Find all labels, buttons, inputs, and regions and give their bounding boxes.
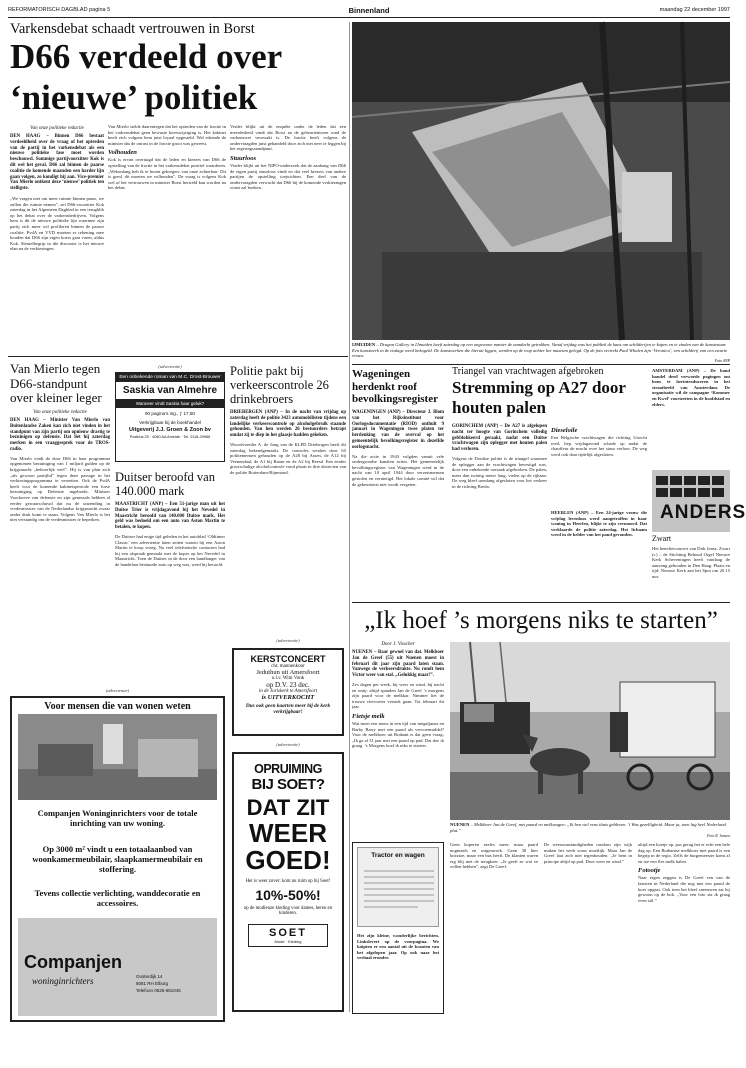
duitser-intro: MAASTRICHT (ANP) – Een 51-jarige man uit het Duitse Trier is vrijdagavond bij het Nevedel in Maastricht beroofd van 140.000 Duitse mark. Het geld was bedoeld om een auto van Aston Martin te betalen, te kopen. xyxy=(115,502,225,531)
saskia-ad-price: 90 pagina’s ing., ƒ 17,50 xyxy=(145,411,195,416)
living-room-graphic xyxy=(18,714,217,800)
companjen-tag: woninginrichters xyxy=(32,976,94,986)
a27-headline: Stremming op A27 door houten palen xyxy=(452,378,626,417)
lead-subhead-stuurloos: Stuurloos xyxy=(230,154,257,162)
tractor-clipping xyxy=(357,847,439,927)
companjen-addr2: 8081 RH Elburg xyxy=(136,981,169,986)
meubel-ad xyxy=(10,696,225,1022)
vanmierlo-article xyxy=(10,408,110,688)
kerst-ad-line1: chr. mannenkoor xyxy=(271,664,305,669)
keyboard-photo-text: ANDERS xyxy=(660,502,746,523)
soet-logo-text: SOET xyxy=(269,927,307,939)
meubel-ad-label: (advertentie) xyxy=(105,688,130,693)
meubel-ad-photo xyxy=(18,714,217,800)
saskia-ad-line1: Een onbekende roman van M.C. Drost-Brouwer xyxy=(116,373,224,382)
meubel-ad-text2: Op 3000 m² vindt u een totaalaanbod van woonkamermeubilair, slaapkamermeubilair en stoffering. xyxy=(32,844,203,874)
soet-logo-sub: Mode · Kleding xyxy=(274,939,302,944)
opruiming-ad-line1: OPRUIMING xyxy=(254,762,322,776)
politie-body: Woordvoerder A. de Jong van de KLPD Driebergen heeft dit zaterdag bekendgemaakt. De controles werden door 65 politiemensen gehouden op de A28 bij Assen, de A12 bij Veenendaal, de A1 bij Baarn en de A2 bij Beesd. Een eerder grootschalige alcoholcontrole vond plaats in drie districten van de politie Rotterdam-Rijnmond. xyxy=(230,441,346,475)
tractor-ad xyxy=(352,842,444,1014)
a27-intro: GORINCHEM (ANP) – De A27 is afgelopen nacht ter hoogte van Gorinchem volledig gebblokkeerd geraakt, nadat een Duitse vrachtwagen zijn oplegger met houten palen had verloren. xyxy=(452,424,547,453)
a27-subhead: Dieseloile xyxy=(551,427,578,434)
companjen-addr1: Oosterdijk 14 xyxy=(136,974,163,979)
kerst-ad-line2: Jeduthun uit Amersfoort xyxy=(256,669,320,676)
col-rule-1 xyxy=(349,22,350,1012)
hoef-intro: NUENEN – Baar gewoel van dat. Melkboer Jan de Greef (55) uit Nuenen moest in februari dit jaar zijn paard laten staan. Vanwege de verkeersdrukte. Nu rondt hem Victor weer van stal. „Gelukkig maar!”. xyxy=(352,650,444,679)
saskia-ad-title: Saskia van Almehre xyxy=(122,385,218,396)
soet-logo xyxy=(248,924,328,947)
wageningen-intro: WAGENINGEN (ANP) – Directeur J. Blom van het Rijksinstituut voor Oorlogsdocumentatie (RIOD) onthult 9 januari in Wageningen twee platen ter herdenking van de overval op het gemeentelijk bevolkingsregister in dezelfde oorlogsnacht. xyxy=(352,410,444,450)
clipping-lines-graphic xyxy=(358,859,440,919)
hoef-headline: „Ik hoef ’s morgens niks te starten” xyxy=(364,607,718,634)
wageningen-headline: Wageningen herdenkt roof bevolkingsregister xyxy=(352,368,438,405)
duitser-headline: Duitser beroofd van 140.000 mark xyxy=(115,470,215,498)
lead-headline-1: D66 verdeeld over xyxy=(10,37,283,76)
hoef-body2: Wat moet een mens in een tijd van megaljunas en Barby Barry met een paard als vervoermiddel? Voor de melkboer uit Brabant is dat geen vraag: „Ik ga al 31 jaar met een paard op pad. Dat doe ik graag. ’s Morgens hoef ik niks te starten. xyxy=(352,720,444,749)
saskia-ad-address: Postbus 25 · 4080 AA Ameide · Tel. 0118-29966 xyxy=(129,435,211,439)
main-photo-caption xyxy=(352,342,730,358)
keyboard-photo xyxy=(652,470,746,532)
kerst-ad-line7: Dus ook geen kaarten meer bij de kerk verkrijgbaar! xyxy=(245,703,331,715)
lead-text-2: Van Mierlo stelde daarentegen dat het optreden van de fractie in het varkensdebat geen bewuste koerswijziging is. Het kabinet heeft zich volgens hem juist loyaal opgesteld. Wel erkende de minister dat de onrust in de fractie groot was geweest. xyxy=(108,124,226,146)
saskia-ad-line3: Verkrijgbaar bij de boekhandel xyxy=(139,420,201,425)
main-photo-caption-text: – Dragon Gallery in IJmuiden heeft zaterdag op een ongewone manier de aandacht getrokken. Vanaf vrijdag was het publiek de kans om schilderijen te kopen en te vinden van de kunstenaar. Een kunstwerk in de etalage werd bekogeld. De kunstwerken die hieruit liggen, werden op de trap achter het museum gelegd. Op de foto vertrekt Paul Whalen zijn ‘Veronica’, een schilderij van een zwarte vrouw. xyxy=(352,342,728,358)
horse-photo-caption xyxy=(450,822,730,834)
saskia-ad-publisher: Uitgeverij J.J. Groen & Zoon bv xyxy=(129,427,211,433)
a27-overline: Triangel van vrachtwagen afgebroken xyxy=(452,366,604,377)
wageningen-article xyxy=(352,410,444,590)
vanmierlo-byline: Van onze politieke redactie xyxy=(33,410,87,415)
main-photo-caption-place: IJMUIDEN xyxy=(352,342,376,347)
opruiming-ad-label: (advertentie) xyxy=(276,742,300,747)
photo-bottom-rule xyxy=(352,364,730,365)
main-photo xyxy=(352,22,730,340)
opruiming-ad-line4: WEER xyxy=(249,818,327,848)
horse-photo-caption-text: – Melkboer Jan de Greef, met paard en melkwagen: „Ik ben wel eens thuis gebleven. ’t Was gezelligheid. Maar ja, toen lag heel Nederland plat.” xyxy=(450,822,726,833)
hoef-subhead: Fietsje melk xyxy=(352,712,385,720)
hoef-byline: Door J. Visscher xyxy=(381,642,415,647)
horse-photo-caption-place: NUENEN xyxy=(450,822,470,827)
kerst-ad-line6: is UITVERKOCHT xyxy=(261,694,315,701)
hoef-col-1 xyxy=(352,640,444,840)
opruiming-ad xyxy=(232,752,344,1012)
vanmierlo-intro: DEN HAAG – Minister Van Mierlo van Buitenlandse Zaken kan zich niet vinden in het standpunt van zijn partij om opnieuw drastig te bezuinigen op defensie. Dat liet hij zaterdag merken in een vraaggesprek voor de TROS-radio. xyxy=(10,418,110,452)
kerst-ad-title: KERSTCONCERT xyxy=(250,654,326,664)
companjen-brand: Companjen xyxy=(24,952,123,972)
kerst-ad-line4: op D.V. 23 dec. xyxy=(266,681,310,689)
lead-text-2b: Kok is ervan overtuigd dat de leden en kiezers van D66 de opstelling van de fractie in het varkensdebat positief waarderen. „Wekenlang heb ik te horen gekregen: van onze achterban: Dit is goed, dit moeten we volhouden”. De vraag is volgens Kok wel of het vertrouwen in minister Borst hersteld kan worden na het debat. xyxy=(108,157,226,191)
keyboard-caption: Zwart xyxy=(652,534,672,543)
saskia-ad xyxy=(115,372,225,462)
kerst-ad-line5: in de Joriskerk te Amersfoort xyxy=(258,689,318,694)
heerlen-brief: HEERLEN (ANP) – Een 24-jarige vrouw die vrijdag levenloos werd aangetroffen in haar woning in Heerlen, blijkt te zijn vermoord. Dat verklaarde de politie zaterdag. Het lichaam werd in de kelder van het pand gevonden. xyxy=(551,510,647,538)
meubel-ad-top: Voor mensen die van wonen weten xyxy=(44,701,191,712)
lead-col-1 xyxy=(10,124,104,352)
milkman-horse-graphic xyxy=(450,642,730,820)
hoef-col-5 xyxy=(638,842,730,1014)
lead-text-3b: Verder blijkt uit het NIPO-onderzoek dat de aanhang van D66 de eigen partij stuurloos vindt en dat veel kiezers van andere partijen de opstelling toejuichten. Een deel van de ondervraagden verwacht dat D66 bij de komende verkiezingen winst zal boeken. xyxy=(230,162,346,191)
saskia-ad-line2: Wanneer vindt Saskia haar geluk? xyxy=(116,399,224,408)
saskia-ad-label: (advertentie) xyxy=(158,364,182,369)
hoef-body: Zes dagen per week, bij weer en wind, bij nacht en ontij: altijd spanden Jan de Greef ’s morgens zijn paard voor de melkkar. Nimmer liet de trouwe viervoeter verstek gaan. Tot februari dit jaar. xyxy=(352,681,444,710)
wageningen-body: Na die actie in 1943 volgden vanuit vele ondergrondse kanalen acties. Het gemeentelijk bevolkingsregister van Wageningen werd in de nacht van 10 april 1944 door verzetsmensen gestolen en vernietigd. Het lokale comité wil dat de gebeurtenis niet wordt vergeten. xyxy=(352,453,444,487)
kerst-ad-label: (advertentie) xyxy=(276,638,300,643)
tractor-ad-text: Het zijn kleine, wonderlijke berichten. Linkslevert op de voorpagina. We knipten er een aantal uit de kranten van het afgelopen jaar. Op ook naar het verhaal eronder. xyxy=(357,933,439,961)
opruiming-ad-small1: Het is weer zover: kom nu ruim op bij Soet! xyxy=(245,879,331,884)
vanmierlo-headline: Van Mierlo tegen D66-standpunt over kleiner leger xyxy=(10,361,102,405)
hoef-col-4: De weersomstandigheden rondom zijn wijk maken het werk soms moeilijk. Maar Jan de Greef laat zich niet tegenhouden. „Je bent in principe altijd op pad. Door weer en wind.” xyxy=(544,842,632,864)
hoef-col-3: Geen koperen ezeles meer, maar paard nogmaals en wagenwerk. Geen 30 liter bozztoe, maar een bus heeft. De klanten waren erg blij met de terugkeer. „Je geeft ze wat ze willen hebben”, zegt De Greef. xyxy=(450,842,538,870)
gallery-photo-graphic xyxy=(352,22,730,340)
lead-col-2 xyxy=(108,124,226,352)
keyboard-caption-text: Het benefietconcert van Dirk Jansz. Zwart (r.) – de Stichting Behoud Orgel Nieuwe Kerk Scheveningen heeft vandaag de aanvang gehouden in Den Haag. Plaats en tijd: Nieuwe Kerk aan het Spui om 20.15 uur. xyxy=(652,546,730,579)
paper-name: REFORMATORISCH DAGBLAD pagina 5 xyxy=(8,7,111,13)
companjen-logo-area xyxy=(18,918,217,1016)
hoef-subhead2: Fotootje xyxy=(638,867,661,875)
lead-text-1: „We vragen niet om meer ruimte binnen paars, we zullen die ruimte nemen”, zei D66-voorzitter Kok zaterdag in het Algemeen Dagblad in een terugblik op het debat over de varkensbedrijven. Volgens hem is dit de nieuwe politieke lijn waarmee zijn partij zich meer wil profileren binnen de paarse coalitie. PvdA en VVD moeten er rekening mee houden dat D66 zijn eigen koers gaat varen, aldus Kok. Sleutelbegrip in die discussie is het nieuwe elan na de verkiezingen. xyxy=(10,195,104,252)
meubel-ad-text1: Companjen Woninginrichters voor de totale inrichting van uw woning. xyxy=(37,808,198,828)
opruiming-ad-small2: op de modieuze kleding voor dames, heren en kinderen. xyxy=(243,906,333,916)
duitser-article xyxy=(115,502,225,682)
amsterdam-brief: AMSTERDAM (ANP) – De bond handel deed verwoede pogingen om bons te herintroduceren in het straatbeeld van Amsterdam. De organisatie wil de campagne ‘Kommer en Kwel’ voortzetten in de hoofdstad en elders. xyxy=(652,368,730,407)
opruiming-ad-line3: DAT ZIT xyxy=(246,795,330,820)
section-name: Binnenland xyxy=(348,6,390,15)
main-photo-credit: Foto ANP xyxy=(714,359,730,363)
opruiming-ad-line2: BIJ SOET? xyxy=(251,776,325,793)
header-rule xyxy=(8,17,730,18)
lead-overline: Varkensdebat schaadt vertrouwen in Borst xyxy=(10,21,255,37)
page-date: maandag 22 december 1997 xyxy=(659,7,730,13)
vanmierlo-body: Van Mierlo vindt de door D66 in haar programma opgenomen bezuiniging van 1 miljard gulden op de krijgsmacht „behoorlijk veel”. Hij is van plan zich „als gewoon partijlid” tegen deze passage in het verkiezingsprogramma te verzetten. Ook de PvdA heeft voor de komende kabinetsperiode een forse bezuiniging op Defensie ingeboekt. Minister Voorhoeve van defensie en zijn generaals hebben al eerder gewaarschuwd dat nu de uitzending in vredesmissies van de Nederlandse krijgsmacht zwaar onder druk komt te staan. Volgens Van Mierlo is het niet verstandig om de vredesmissies te beperken. xyxy=(10,455,110,523)
tractor-clipping-title: Tractor en wagen xyxy=(371,852,425,859)
lead-headline-2: ‘nieuwe’ politiek xyxy=(10,78,258,117)
horse-photo xyxy=(450,642,730,820)
politie-intro: DRIEBERGEN (ANP) – In de nacht van vrijdag op zaterdag heeft de politie 3423 automobilisten tijdens een landelijke verkeerscontrole op alcoholgebruik staande gehouden. Van hen werden 26 bestuurders betrapt omdat zij te diep in het glaasje hadden gekeken. xyxy=(230,410,346,439)
lead-subhead-volhouden: Volhouden xyxy=(108,149,137,157)
page-header xyxy=(8,6,730,16)
opruiming-ad-line5: GOED! xyxy=(245,845,331,875)
hoef-col-5b-text: Naar eigen zeggen is De Greef een van de laatsten in Nederland die nog met een paard de boer opgaat. Ook toen het bleef sneeuwen zat hij gewoon op de bok. „Voor een foto sta ik graag even stil.” xyxy=(638,875,730,903)
horse-photo-credit: Foto R. Jansen xyxy=(707,834,730,838)
duitser-body: De Duitser had enige tijd geleden in het autoblad ‘Oldtimer Classic’ een advertentie laten zetten waarin hij een Aston Martin te koop vroeg. Na veel telefonische contacten had hij een afspraak gemaakt met de koper op het Nevedel in Maastricht. Toen de Duitser in de door een handlanger van de handelaar bestuurde auto op weg was, werd hij beroofd. xyxy=(115,533,225,567)
a27-body2: Een Belgische vrachtwagen die richting Utrecht reed, liep vrijdagavond schade op nadat de chauffeur de macht over het stuur verloor. De weg werd ook daar tijdelijk afgesloten. xyxy=(551,435,647,457)
lead-col-3 xyxy=(230,124,346,352)
lead-intro: DEN HAAG – Binnen D66 bestaat verdeeldheid over de vraag of het optreden van de partij in het varkensdebat als een nieuwe politieke fase moet worden beschouwd. Sommige partijvoorzitter Kok is dit wel het geval. D66 zal binnen de paarse coalitie de komende maanden een harder lijn gaan volgen, zo kondigt hij aan. Vice-premier Van Mierlo ontkent deze ‘nieuwe’ politiek ten stelligste. xyxy=(10,134,104,192)
a27-col-1 xyxy=(452,424,547,590)
politie-article xyxy=(230,410,346,635)
kerst-ad-line3: o.l.v. Wim Vonk xyxy=(271,676,305,681)
a27-body: Volgens de Dordtse politie is de triangel waarmee de oplegger aan de vrachtwagen bevestigd was, door een onbekende oorzaak afgebroken. De palen, meer dan twintig meter lang, vielen op de rijbaan. De weg bleef urenlang afgesloten voor het verkeer in de richting Breda. xyxy=(452,455,547,489)
kerst-ad xyxy=(232,648,344,736)
companjen-addr3: Telefoon 0525-681045 xyxy=(136,988,181,993)
lead-bottom-rule xyxy=(8,356,348,357)
opruiming-ad-pct: 10%-50%! xyxy=(255,887,321,903)
lead-byline: Van onze politieke redactie xyxy=(30,126,84,131)
meubel-ad-text3: Tevens collectie verlichting, wanddecoratie en accessoires. xyxy=(34,888,201,908)
hoef-top-rule xyxy=(352,602,730,603)
hoef-col-5-text: altijd een koetje op, pas gerug het er echt een hele dag op. Een Brabantse melkboer met paard is een begrip in de regio. Zelfs de burgemeester komt af en toe een fles melk halen. xyxy=(638,842,730,864)
lead-text-3: Verder blijkt uit de enquête onder de leden dat een meerderheid vindt dat Borst na de gebeurtenissen rond de varkenswet verzwakt is. De fractie heeft volgens de ondervraagden juist gehandeld door zich niet neer te leggen bij het regeringsstandpunt. xyxy=(230,124,346,152)
politie-headline: Politie pakt bij verkeerscontrole 26 drinkebroers xyxy=(230,364,329,406)
